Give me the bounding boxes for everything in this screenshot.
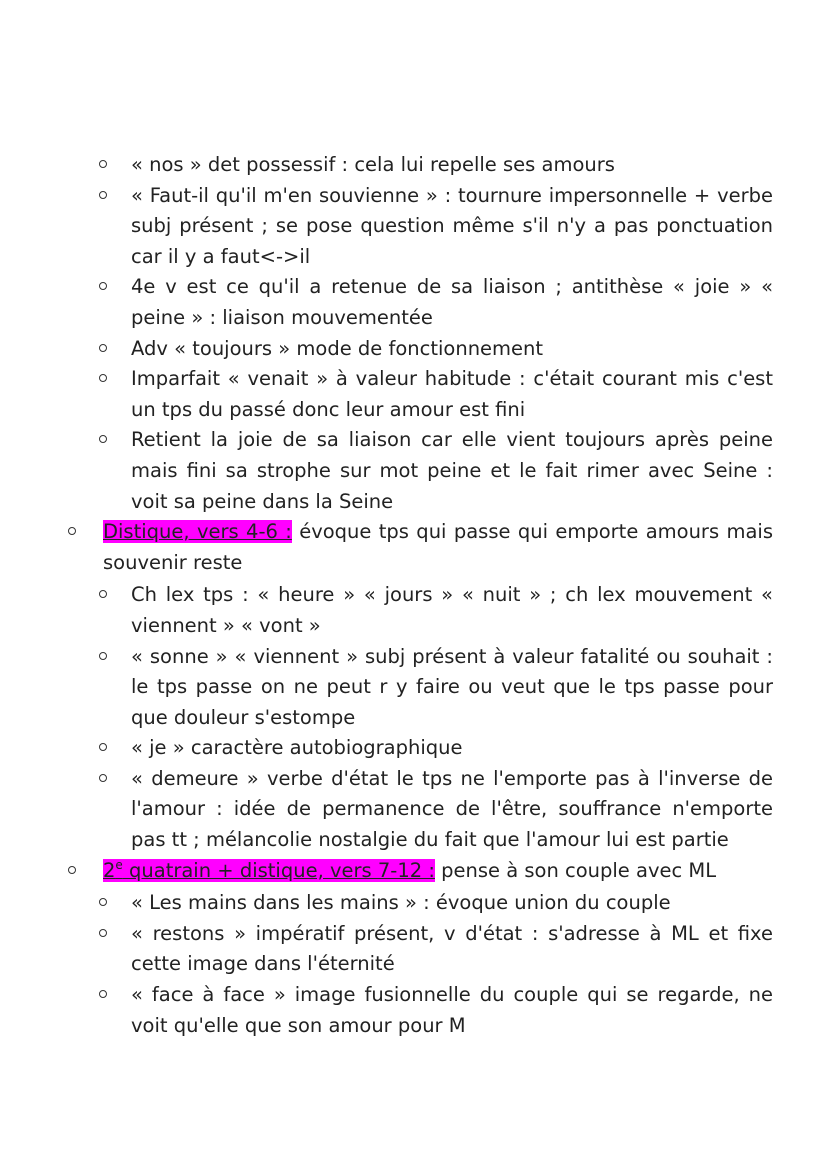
list-item: « nos » det possessif : cela lui repelle ses amours — [131, 150, 773, 181]
notes-list — [0, 150, 828, 1041]
circle-bullet-icon — [99, 590, 107, 598]
section-heading-line: Distique, vers 4-6 : évoque tps qui passe qui emporte amours mais souvenir reste — [103, 520, 773, 574]
circle-bullet-icon — [99, 929, 107, 937]
circle-bullet-icon — [99, 774, 107, 782]
highlighted-heading: Distique, vers 4-6 : — [103, 520, 292, 544]
list-item: « demeure » verbe d'état le tps ne l'emporte pas à l'inverse de l'amour : idée de permanence de l'être, souffrance n'emporte pas tt ; mélancolie nostalgie du fait que l'amour lui est partie — [131, 764, 773, 856]
circle-bullet-icon — [99, 282, 107, 290]
circle-bullet-icon — [99, 898, 107, 906]
circle-bullet-icon — [99, 990, 107, 998]
highlighted-heading: 2e quatrain + distique, vers 7-12 : — [103, 857, 435, 882]
circle-bullet-icon — [99, 652, 107, 660]
circle-bullet-icon — [68, 527, 76, 535]
circle-bullet-icon — [99, 743, 107, 751]
circle-bullet-icon — [99, 191, 107, 199]
section-distique — [103, 517, 773, 856]
list-item: Ch lex tps : « heure » « jours » « nuit » ; ch lex mouvement « viennent » « vont » — [131, 580, 773, 641]
list-item: Adv « toujours » mode de fonctionnement — [131, 334, 773, 365]
list-item: 4e v est ce qu'il a retenue de sa liaison ; antithèse « joie » « peine » : liaison mouvementée — [131, 272, 773, 333]
sub-list — [0, 888, 773, 1041]
circle-bullet-icon — [99, 344, 107, 352]
circle-bullet-icon — [99, 160, 107, 168]
list-item: « Faut-il qu'il m'en souvienne » : tournure impersonnelle + verbe subj présent ; se pose question même s'il n'y a pas ponctuation car il y a faut<->il — [131, 181, 773, 273]
list-item: « sonne » « viennent » subj présent à valeur fatalité ou souhait : le tps passe on ne peut r y faire ou veut que le tps passe pour que douleur s'estompe — [131, 642, 773, 734]
list-item: Retient la joie de sa liaison car elle vient toujours après peine mais fini sa strophe sur mot peine et le fait rimer avec Seine : voit sa peine dans la Seine — [131, 425, 773, 517]
sub-list — [0, 580, 773, 855]
section-quatrain — [103, 856, 773, 1042]
circle-bullet-icon — [99, 435, 107, 443]
list-item: « face à face » image fusionnelle du couple qui se regarde, ne voit qu'elle que son amour pour M — [131, 980, 773, 1041]
circle-bullet-icon — [68, 866, 76, 874]
list-item: « je » caractère autobiographique — [131, 733, 773, 764]
circle-bullet-icon — [99, 374, 107, 382]
list-item: Imparfait « venait » à valeur habitude : c'était courant mis c'est un tps du passé donc leur amour est fini — [131, 364, 773, 425]
list-item: « Les mains dans les mains » : évoque union du couple — [131, 888, 773, 919]
section-heading-line: 2e quatrain + distique, vers 7-12 : pense à son couple avec ML — [103, 857, 717, 882]
list-item: « restons » impératif présent, v d'état : s'adresse à ML et fixe cette image dans l'éternité — [131, 919, 773, 980]
